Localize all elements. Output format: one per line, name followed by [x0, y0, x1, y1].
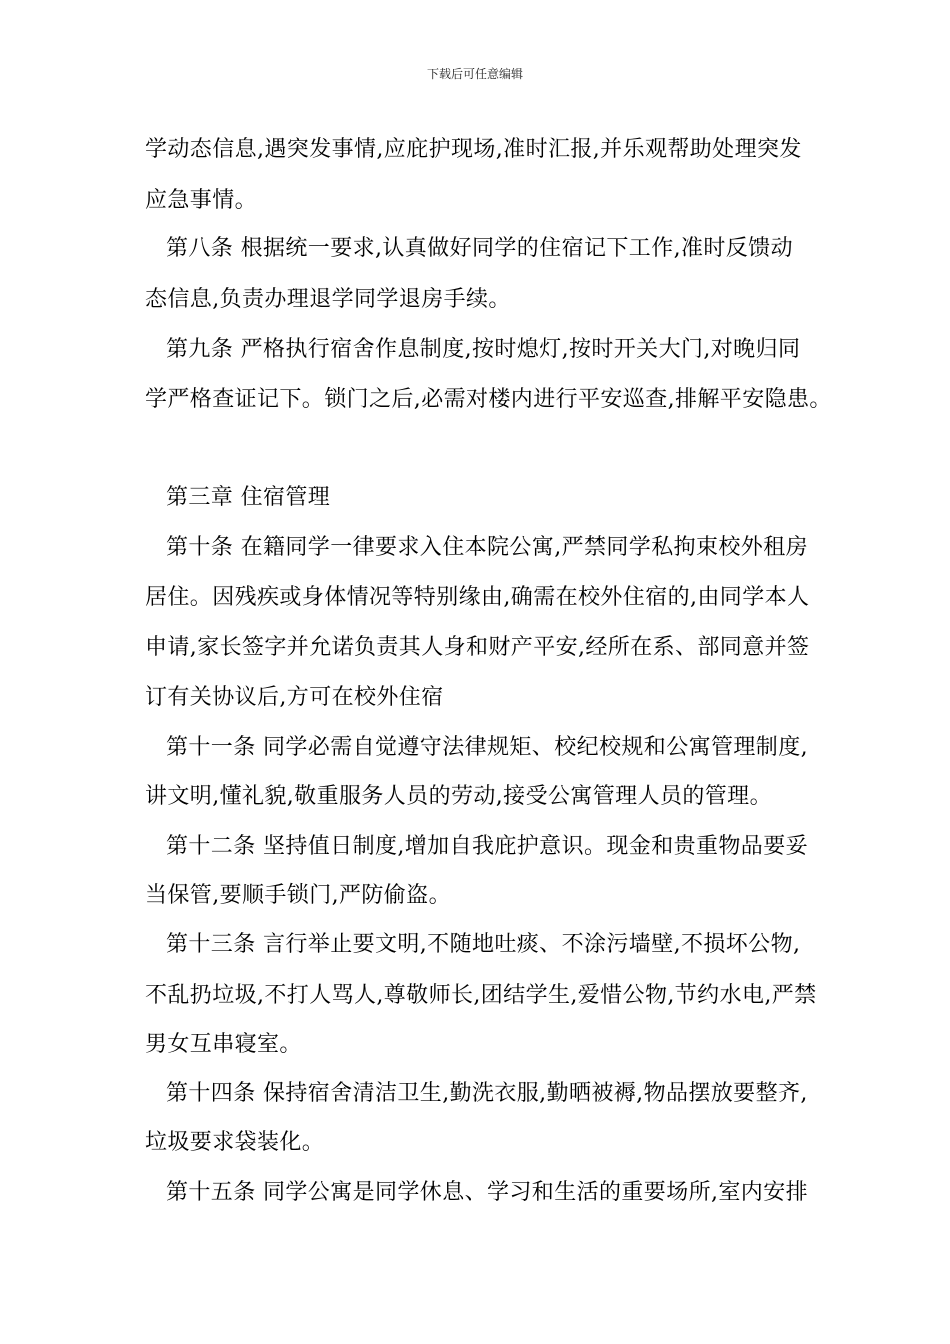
- article-12-heading-line: 第十二条 坚持值日制度,增加自我庇护意识。现金和贵重物品要妥: [166, 834, 808, 859]
- text-line: 应急事情。: [145, 188, 258, 213]
- article-8-heading-line: 第八条 根据统一要求,认真做好同学的住宿记下工作,准时反馈动: [166, 236, 793, 261]
- text-line: 态信息,负责办理退学同学退房手续。: [145, 287, 511, 312]
- page-header: 下载后可任意编辑: [426, 67, 523, 81]
- text-line: 垃圾要求袋装化。: [145, 1130, 325, 1155]
- article-11-heading-line: 第十一条 同学必需自觉遵守法律规矩、校纪校规和公寓管理制度,: [166, 735, 808, 760]
- text-line: 申请,家长签字并允诺负责其人身和财产平安,经所在系、部同意并签: [145, 635, 810, 660]
- article-15-heading-line: 第十五条 同学公寓是同学休息、学习和生活的重要场所,室内安排: [166, 1180, 808, 1205]
- text-line: 学动态信息,遇突发事情,应庇护现场,准时汇报,并乐观帮助处理突发: [145, 137, 802, 162]
- text-line: 男女互串寝室。: [145, 1032, 302, 1057]
- text-line: 讲文明,懂礼貌,敬重服务人员的劳动,接受公寓管理人员的管理。: [145, 784, 772, 809]
- article-9-heading-line: 第九条 严格执行宿舍作息制度,按时熄灯,按时开关大门,对晚归同: [166, 337, 801, 362]
- text-line: 不乱扔垃圾,不打人骂人,尊敬师长,团结学生,爱惜公物,节约水电,严禁: [145, 983, 817, 1008]
- text-line: 居住。因残疾或身体情况等特别缘由,确需在校外住宿的,由同学本人: [145, 585, 810, 610]
- chapter-3-heading: 第三章 住宿管理: [166, 485, 331, 510]
- text-line: 当保管,要顺手锁门,严防偷盗。: [145, 883, 451, 908]
- article-10-heading-line: 第十条 在籍同学一律要求入住本院公寓,严禁同学私拘束校外租房: [166, 535, 808, 560]
- article-14-heading-line: 第十四条 保持宿舍清洁卫生,勤洗衣服,勤晒被褥,物品摆放要整齐,: [166, 1081, 808, 1106]
- text-line: 订有关协议后,方可在校外住宿: [145, 685, 444, 710]
- article-13-heading-line: 第十三条 言行举止要文明,不随地吐痰、不涂污墙壁,不损坏公物,: [166, 932, 801, 957]
- text-line: 学严格查证记下。锁门之后,必需对楼内进行平安巡查,排解平安隐患。: [145, 387, 832, 412]
